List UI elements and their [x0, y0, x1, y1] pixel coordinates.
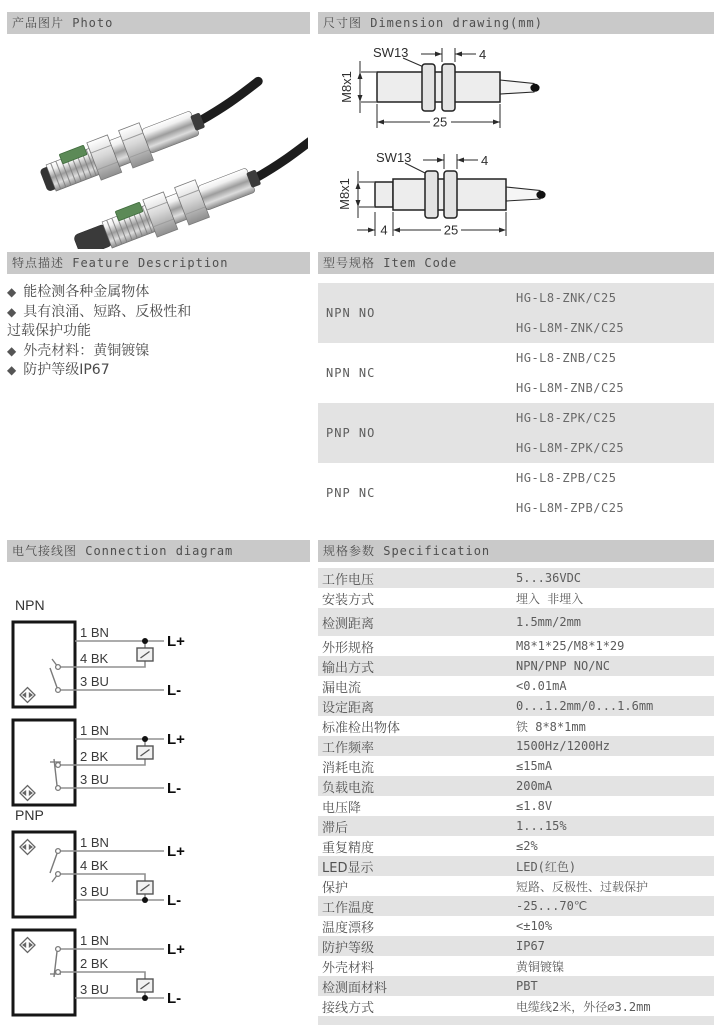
- spec-row: [318, 876, 714, 896]
- cable-drawing: [506, 187, 540, 201]
- item-code-table: [318, 283, 714, 523]
- hex-nut-drawing: [422, 64, 435, 111]
- wire-label-bu: 3 BU: [80, 982, 109, 997]
- feature-item: ◆ 外壳材料：黄铜镀镍: [7, 342, 150, 359]
- contact-dot: [56, 665, 61, 670]
- supply-plus-label: L+: [167, 731, 185, 748]
- supply-plus-label: L+: [167, 941, 185, 958]
- spec-row: [318, 816, 714, 836]
- spec-row: [318, 956, 714, 976]
- sensor-body-drawing: [377, 72, 500, 102]
- junction-dot: [142, 995, 148, 1001]
- feature-item: ◆ 防护等级IP67: [7, 362, 110, 378]
- connection-diagram-pnp-nc: [10, 923, 210, 1023]
- spec-row: [318, 896, 714, 916]
- contact-dot: [56, 786, 61, 791]
- spec-value: <0.01mA: [516, 679, 567, 693]
- wrench-size-label: SW13: [376, 150, 412, 165]
- section-header-feature: 特点描述 Feature Description: [7, 252, 310, 274]
- section-header-specification: 规格参数 Specification: [318, 540, 714, 562]
- spec-label: 标准检出物体: [322, 720, 401, 736]
- supply-plus-label: L+: [167, 843, 185, 860]
- spec-label: 安装方式: [322, 592, 375, 608]
- spec-row-partial: [318, 1016, 714, 1025]
- diamond-bullet-icon: ◆: [7, 363, 17, 377]
- wire-label-bk: 2 BK: [80, 956, 109, 971]
- dimension-drawing-flush: [333, 41, 568, 145]
- wrench-size-label: SW13: [373, 45, 409, 60]
- junction-dot: [142, 736, 148, 742]
- spec-label: 温度漂移: [322, 920, 375, 936]
- spec-label: 保护: [322, 880, 349, 896]
- spec-row: [318, 656, 714, 676]
- contact-dot: [56, 947, 61, 952]
- diamond-bullet-icon: ◆: [7, 304, 17, 319]
- item-code: HG-L8-ZPK/C25: [516, 411, 617, 425]
- item-code-group: [318, 283, 714, 343]
- cable-tip: [530, 84, 539, 92]
- contact-dot: [56, 970, 61, 975]
- nut-width-dim: 4: [479, 47, 487, 62]
- spec-value: -25...70℃: [516, 899, 588, 913]
- item-code: HG-L8-ZNB/C25: [516, 351, 617, 365]
- nut-width-dim: 4: [481, 153, 489, 168]
- contact-dot: [56, 849, 61, 854]
- spec-label: 工作频率: [322, 740, 375, 756]
- hex-nut-drawing: [442, 64, 455, 111]
- spec-label: 输出方式: [322, 660, 375, 676]
- spec-row: [318, 588, 714, 608]
- spec-label: 滞后: [322, 820, 349, 836]
- wire-label-bu: 3 BU: [80, 674, 109, 689]
- diamond-bullet-icon: ◆: [7, 343, 17, 358]
- spec-value: 200mA: [516, 779, 553, 793]
- output-type-label: NPN NC: [326, 366, 376, 380]
- spec-label: 防护等级: [322, 940, 375, 956]
- connection-diagram-npn-nc: [10, 713, 210, 813]
- spec-label: 设定距离: [322, 700, 375, 716]
- feature-item: 过载保护功能: [7, 323, 91, 339]
- wire-label-bn: 1 BN: [80, 835, 109, 850]
- diagram-type-label-pnp: PNP: [15, 807, 44, 823]
- spec-row: [318, 608, 714, 636]
- supply-minus-label: L-: [167, 990, 182, 1007]
- wire-label-bk: 2 BK: [80, 749, 109, 764]
- supply-minus-label: L-: [167, 780, 182, 797]
- item-code-group: [318, 343, 714, 403]
- item-code: HG-L8M-ZPB/C25: [516, 501, 625, 515]
- supply-plus-label: L+: [167, 633, 185, 650]
- spec-value: LED(红色): [516, 859, 577, 874]
- section-header-item-code: 型号规格 Item Code: [318, 252, 714, 274]
- spec-value: M8*1*25/M8*1*29: [516, 639, 625, 653]
- spec-label: 电压降: [322, 800, 362, 816]
- section-header-connection: 电气接线图 Connection diagram: [7, 540, 310, 562]
- sensing-tip-drawing: [375, 182, 393, 207]
- item-code: HG-L8M-ZNB/C25: [516, 381, 625, 395]
- spec-label: 漏电流: [322, 680, 362, 696]
- hex-nut-drawing: [425, 171, 438, 218]
- spec-row: [318, 796, 714, 816]
- body-length-dim: 25: [432, 114, 448, 130]
- wire-label-bn: 1 BN: [80, 723, 109, 738]
- spec-label: LED显示: [322, 860, 374, 876]
- spec-value: NPN/PNP NO/NC: [516, 659, 610, 673]
- spec-label: 工作温度: [322, 900, 375, 916]
- item-code: HG-L8M-ZNK/C25: [516, 321, 625, 335]
- item-code: HG-L8-ZNK/C25: [516, 291, 617, 305]
- junction-dot: [142, 897, 148, 903]
- spec-row: [318, 696, 714, 716]
- switch-blade-no: [50, 854, 57, 874]
- thread-spec-label: M8x1: [339, 71, 354, 103]
- spec-value: 1...15%: [516, 819, 567, 833]
- wire-label-bu: 3 BU: [80, 884, 109, 899]
- item-code-group: [318, 463, 714, 523]
- spec-value: 埋入 非埋入: [516, 591, 584, 606]
- spec-value: 1.5mm/2mm: [516, 615, 582, 629]
- spec-row: [318, 776, 714, 796]
- tip-length-dim: 4: [380, 222, 388, 238]
- wire-label-bu: 3 BU: [80, 772, 109, 787]
- spec-row: [318, 996, 714, 1016]
- body-length-dim: 25: [443, 222, 459, 238]
- spec-row: [318, 756, 714, 776]
- switch-blade-no: [50, 668, 57, 688]
- spec-value: <±10%: [516, 919, 553, 933]
- item-code: HG-L8M-ZPK/C25: [516, 441, 625, 455]
- spec-value: 0...1.2mm/0...1.6mm: [516, 699, 654, 713]
- specification-table: [318, 568, 714, 1025]
- feature-item: ◆ 具有浪涌、短路、反极性和: [7, 303, 192, 320]
- contact-dot: [56, 763, 61, 768]
- wire-label-bn: 1 BN: [80, 625, 109, 640]
- diamond-bullet-icon: ◆: [7, 285, 17, 299]
- item-code: HG-L8-ZPB/C25: [516, 471, 617, 485]
- spec-label: 外形规格: [322, 640, 375, 656]
- spec-row: [318, 568, 714, 588]
- spec-row: [318, 916, 714, 936]
- spec-row: [318, 836, 714, 856]
- output-type-label: NPN NO: [326, 306, 376, 320]
- spec-value: IP67: [516, 939, 545, 953]
- wire-label-bk: 4 BK: [80, 858, 109, 873]
- cable-tip: [536, 191, 545, 199]
- spec-value: 黄铜镀镍: [516, 959, 565, 974]
- supply-minus-label: L-: [167, 682, 182, 699]
- supply-minus-label: L-: [167, 892, 182, 909]
- contact-dot: [56, 688, 61, 693]
- spec-value: 短路、反极性、过载保护: [516, 879, 649, 894]
- spec-value: 5...36VDC: [516, 571, 582, 585]
- spec-label: 接线方式: [322, 1000, 375, 1016]
- feature-item: ◆ 能检测各种金属物体: [7, 284, 150, 300]
- diagram-type-label-npn: NPN: [15, 597, 45, 613]
- spec-value: 1500Hz/1200Hz: [516, 739, 610, 753]
- spec-label: 负载电流: [322, 780, 375, 796]
- spec-row: [318, 676, 714, 696]
- spec-row: [318, 976, 714, 996]
- spec-label: 检测面材料: [322, 980, 388, 996]
- spec-label: 检测距离: [322, 616, 375, 632]
- feature-list: [7, 283, 309, 381]
- spec-value: 电缆线2米，外径⌀3.2mm: [516, 999, 651, 1014]
- spec-label: 消耗电流: [322, 760, 375, 776]
- connection-diagram-npn-no: [10, 615, 210, 715]
- connection-diagram-pnp-no: [10, 825, 210, 925]
- spec-label: 工作电压: [322, 572, 375, 588]
- spec-value: ≤2%: [516, 839, 538, 853]
- item-code-group: [318, 403, 714, 463]
- product-photo: [8, 44, 308, 249]
- cable-drawing: [500, 80, 534, 94]
- spec-value: PBT: [516, 979, 538, 993]
- wire-label-bk: 4 BK: [80, 651, 109, 666]
- spec-row: [318, 936, 714, 956]
- spec-row: [318, 856, 714, 876]
- output-type-label: PNP NO: [326, 426, 376, 440]
- hex-nut-drawing: [444, 171, 457, 218]
- dimension-drawing-nonflush: [333, 146, 568, 251]
- spec-row: [318, 716, 714, 736]
- thread-spec-label: M8x1: [337, 178, 352, 210]
- spec-value: ≤1.8V: [516, 799, 553, 813]
- spec-label: 重复精度: [322, 840, 375, 856]
- junction-dot: [142, 638, 148, 644]
- spec-row: [318, 636, 714, 656]
- output-type-label: PNP NC: [326, 486, 376, 500]
- spec-row: [318, 736, 714, 756]
- section-header-photo: 产品图片 Photo: [7, 12, 310, 34]
- section-header-dimension: 尺寸图 Dimension drawing(mm): [318, 12, 714, 34]
- contact-dot: [56, 872, 61, 877]
- spec-value: 铁 8*8*1mm: [516, 719, 586, 734]
- spec-label: 外壳材料: [322, 960, 375, 976]
- spec-value: ≤15mA: [516, 759, 553, 773]
- wire-label-bn: 1 BN: [80, 933, 109, 948]
